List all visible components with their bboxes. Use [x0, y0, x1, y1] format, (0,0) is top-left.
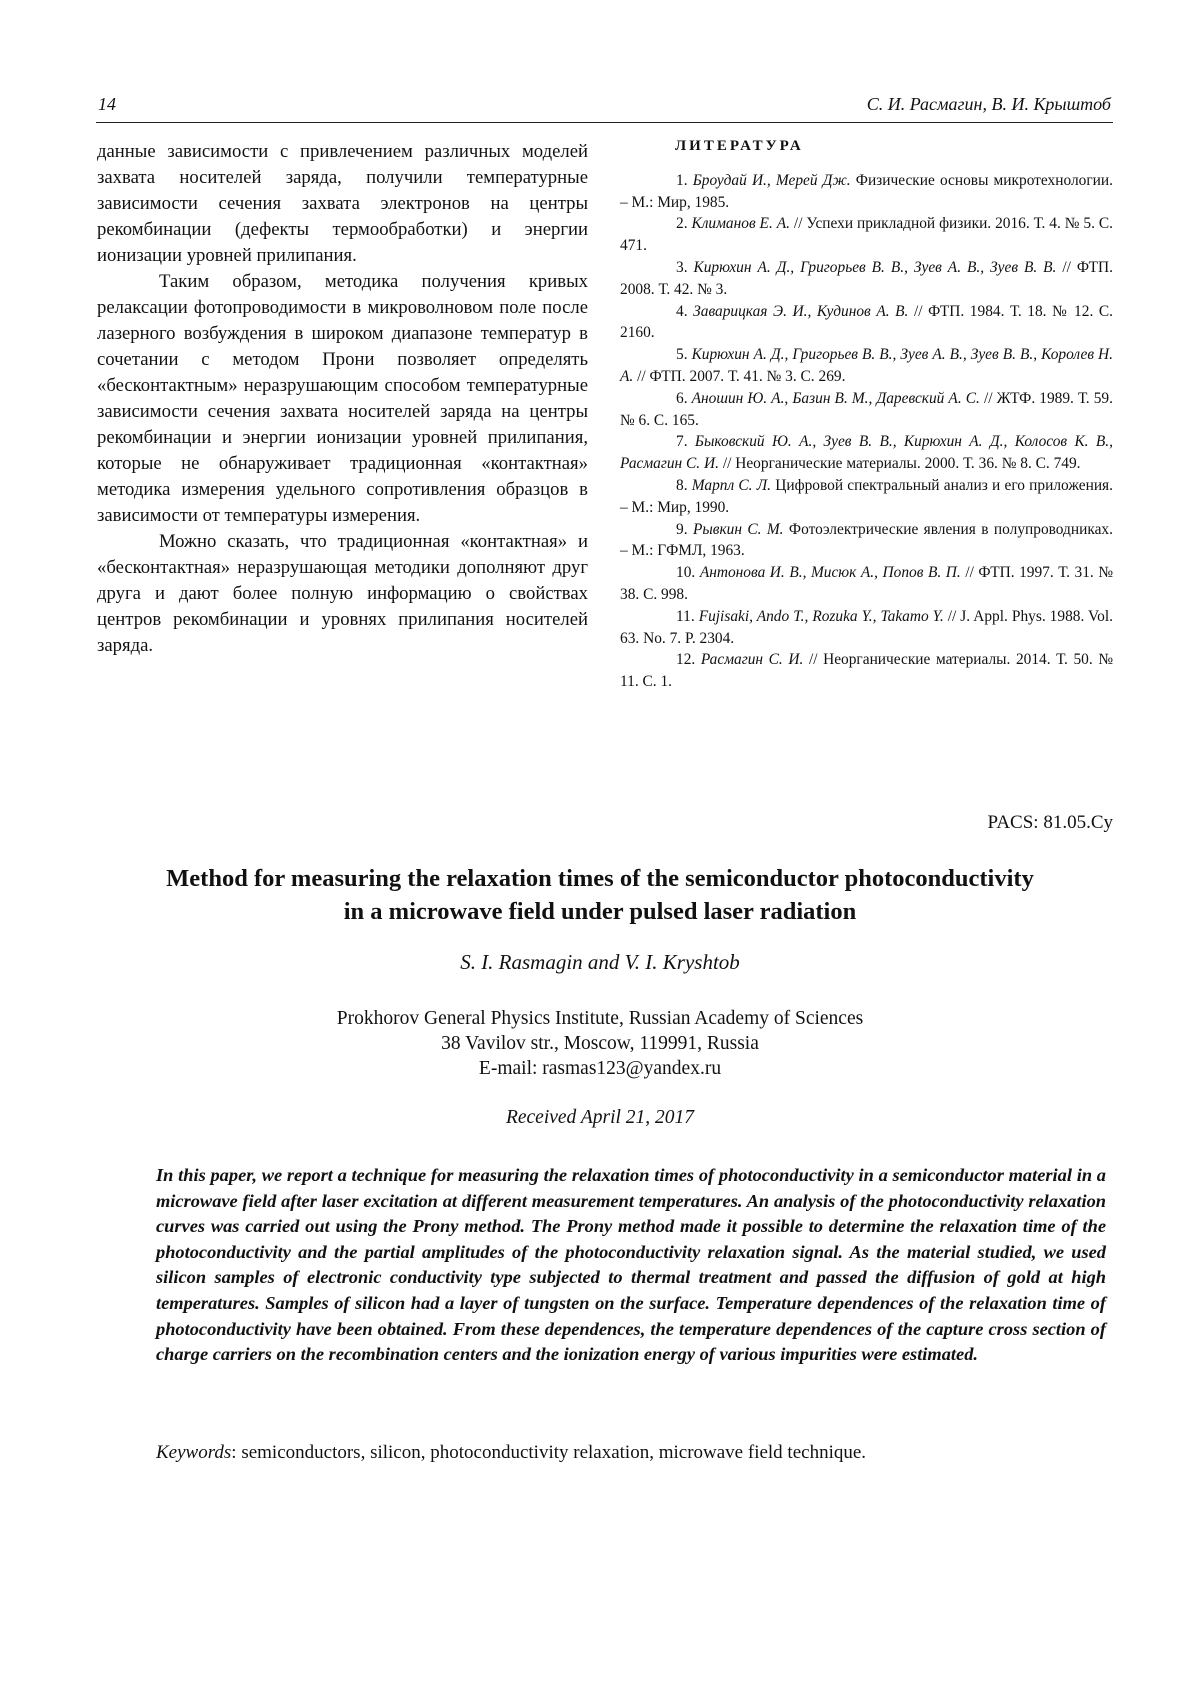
reference-number: 7. — [676, 433, 688, 451]
title-line: in a microwave field under pulsed laser radiation — [343, 898, 857, 925]
title-line: Method for measuring the relaxation times of the semiconductor photoconductivity — [166, 865, 1034, 892]
reference-number: 12. — [676, 651, 696, 669]
keywords — [156, 1440, 1116, 1465]
reference-item — [620, 257, 1113, 301]
reference-number: 2. — [676, 215, 688, 233]
reference-item — [620, 344, 1113, 388]
reference-number: 1. — [676, 171, 688, 189]
reference-source: // Успехи прикладной физики. 2016. Т. 4. № 5. С. 471. — [620, 215, 1113, 255]
reference-source: // ФТП. 2007. Т. 41. № 3. С. 269. — [637, 367, 846, 385]
reference-item — [620, 431, 1113, 475]
reference-source: // ФТП. 1997. Т. 31. № 38. С. 998. — [620, 564, 1113, 603]
reference-item — [620, 649, 1113, 693]
keywords-label: Keywords — [156, 1442, 232, 1463]
reference-item — [620, 213, 1113, 257]
references-heading: ЛИТЕРАТУРА — [675, 138, 804, 154]
reference-number: 10. — [676, 564, 696, 582]
paragraph: Таким образом, методика получения кривых релаксации фотопроводимости в микроволновом поле после лазерного возбуждения в широком диапазоне температур в сочетании с методом Прони позволяет определять «бесконтактным» неразрушающим способом температурные зависимости сечения захвата носителей заряда на центры рекомбинации и энергии ионизации уровней прилипания, которые не обнаруживает традиционная «контактная» методика измерения удельного сопротивления образцов в зависимости от температуры измерения. — [97, 271, 588, 526]
contact-email: E-mail: rasmas123@yandex.ru — [478, 1058, 722, 1079]
reference-authors: Кирюхин А. Д., Григорьев В. В., Зуев А. В., Зуев В. В. — [693, 258, 1057, 276]
reference-item — [620, 388, 1113, 432]
reference-number: 6. — [676, 389, 688, 407]
reference-source: Фотоэлектрические явления в полупроводниках. – М.: ГФМЛ, 1963. — [620, 520, 1113, 560]
reference-authors: Кирюхин А. Д., Григорьев В. В., Зуев А. В., Зуев В. В., Королев Н. А. — [620, 346, 1113, 385]
reference-authors: Броудай И., Мерей Дж. — [692, 171, 851, 189]
reference-source: // Неорганические материалы. 2014. Т. 50. № 11. С. 1. — [620, 651, 1113, 691]
reference-authors: Заварицкая Э. И., Кудинов А. В. — [693, 302, 909, 320]
received-date: Received April 21, 2017 — [505, 1107, 695, 1128]
reference-number: 9. — [676, 520, 688, 538]
author-byline: S. I. Rasmagin and V. I. Kryshtob — [460, 950, 740, 974]
reference-source: // ФТП. 2008. Т. 42. № 3. — [620, 258, 1113, 298]
reference-number: 4. — [676, 302, 688, 320]
paragraph: Можно сказать, что традиционная «контактная» и «бесконтактная» неразрушающая методики дополняют друг друга и дают более полную информацию о свойствах центров рекомбинации и уровнях прилипания носителей заряда. — [97, 531, 588, 656]
affiliation — [0, 1006, 1200, 1081]
running-header — [96, 94, 1113, 123]
reference-item — [620, 562, 1113, 606]
reference-authors: Аношин Ю. А., Базин В. М., Даревский А. С. — [691, 389, 980, 407]
reference-item — [620, 170, 1113, 214]
abstract: In this paper, we report a technique for measuring the relaxation times of photoconductivity in a semiconductor material in a microwave field after laser excitation at different measurement temperatures. An analysis of the photoconductivity relaxation curves was carried out using the Prony method. The Prony method made it possible to determine the relaxation time of the photoconductivity and the partial amplitudes of the photoconductivity relaxation signal. As the material studied, we used silicon samples of electronic conductivity type subjected to thermal treatment and passed the diffusion of gold at high temperatures. Samples of silicon had a layer of tungsten on the surface. Temperature dependences of the relaxation time of photoconductivity have been obtained. From these dependences, the temperature dependences of the capture cross section of charge carriers on the recombination centers and the ionization energy of various impurities were estimated. — [156, 1165, 1106, 1365]
reference-source: // Неорганические материалы. 2000. Т. 36. № 8. С. 749. — [722, 455, 1081, 473]
page-number: 14 — [98, 94, 116, 114]
reference-authors: Марпл С. Л. — [691, 476, 772, 494]
reference-number: 5. — [676, 346, 688, 364]
reference-source: // J. Appl. Phys. 1988. Vol. 63. No. 7. P. 2304. — [620, 607, 1113, 647]
reference-authors: Быковский Ю. А., Зуев В. В., Кирюхин А. Д., Колосов К. В., Расмагин С. И. — [620, 433, 1113, 473]
reference-source: Физические основы микротехнологии. – М.: Мир, 1985. — [620, 171, 1113, 211]
references-section — [620, 136, 1113, 693]
reference-authors: Расмагин С. И. — [700, 651, 804, 669]
pacs-code: PACS: 81.05.Cy — [987, 812, 1113, 833]
reference-authors: Fujisaki, Ando T., Rozuka Y., Takamo Y. — [698, 607, 944, 625]
reference-source: Цифровой спектральный анализ и его приложения. – М.: Мир, 1990. — [620, 476, 1113, 516]
reference-authors: Климанов Е. А. — [691, 215, 790, 233]
reference-item — [620, 519, 1113, 563]
paragraph: данные зависимости с привлечением различных моделей захвата носителей заряда, получили температурные зависимости сечения захвата электронов на центры рекомбинации (дефекты термообработки) и энергии ионизации уровней прилипания. — [97, 141, 588, 266]
reference-item — [620, 301, 1113, 345]
reference-source: // ФТП. 1984. Т. 18. № 12. С. 2160. — [620, 302, 1113, 342]
keywords-list: : semiconductors, silicon, photoconductivity relaxation, microwave field technique. — [231, 1442, 867, 1463]
running-head-authors: С. И. Расмагин, В. И. Крыштоб — [866, 94, 1111, 114]
reference-item — [620, 606, 1113, 650]
reference-authors: Антонова И. В., Мисюк А., Попов В. П. — [699, 564, 961, 582]
left-column-text — [97, 139, 588, 659]
reference-item — [620, 475, 1113, 519]
reference-number: 3. — [676, 258, 688, 276]
reference-authors: Рывкин С. М. — [692, 520, 784, 538]
reference-source: // ЖТФ. 1989. Т. 59. № 6. С. 165. — [620, 389, 1113, 429]
affiliation-institute: Prokhorov General Physics Institute, Russian Academy of Sciences — [336, 1008, 864, 1029]
reference-number: 8. — [676, 476, 688, 494]
reference-list — [620, 170, 1113, 693]
affiliation-address: 38 Vavilov str., Moscow, 119991, Russia — [441, 1033, 759, 1054]
reference-number: 11. — [676, 607, 695, 625]
article-title — [60, 862, 1140, 928]
